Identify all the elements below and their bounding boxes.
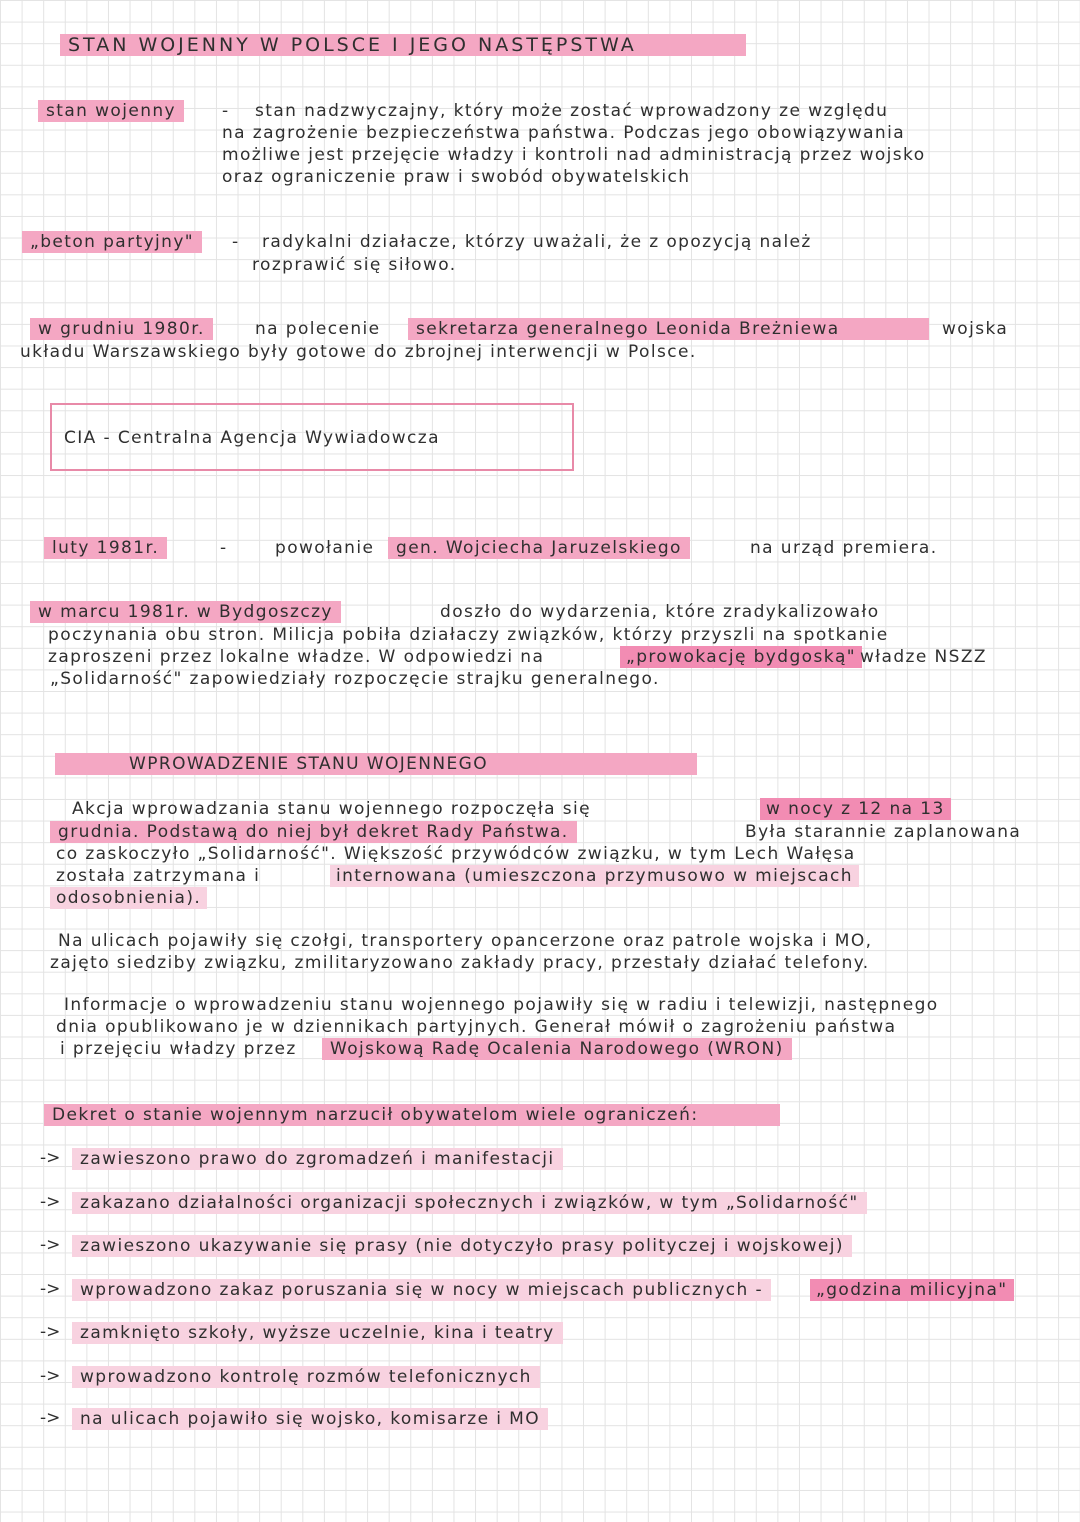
highlight-breżniew: sekretarza generalnego Leonida Breżniewa <box>408 318 929 340</box>
list-item: zawieszono prawo do zgromadzeń i manifestacji <box>72 1148 563 1170</box>
list-item: zawieszono ukazywanie się prasy (nie dotyczyło prasy polityczej i wojskowej) <box>72 1235 852 1257</box>
arrow-icon: -> <box>40 1408 61 1428</box>
text: na polecenie <box>255 319 381 339</box>
highlight-jaruzelski: gen. Wojciecha Jaruzelskiego <box>388 537 690 559</box>
highlight-internowana: internowana (umieszczona przymusowo w miejscach <box>330 865 859 887</box>
text: doszło do wydarzenia, które zradykalizowało <box>440 602 880 622</box>
highlight-bydgoszcz: w marcu 1981r. w Bydgoszczy <box>30 601 341 623</box>
text-line: „Solidarność" zapowiedziały rozpoczęcie strajku generalnego. <box>50 669 660 689</box>
arrow-icon: -> <box>40 1366 61 1386</box>
dash: - <box>222 101 230 121</box>
highlight-dekret: grudnia. Podstawą do niej był dekret Rady Państwa. <box>50 821 577 843</box>
arrow-icon: -> <box>40 1235 61 1255</box>
definition-line: oraz ograniczenie praw i swobód obywatelskich <box>222 167 691 187</box>
list-item: zakazano działalności organizacji społecznych i związków, w tym „Solidarność" <box>72 1192 867 1214</box>
text-line: co zaskoczyło „Solidarność". Większość przywódców związku, w tym Lech Wałęsa <box>56 844 856 864</box>
term-stan-wojenny: stan wojenny <box>38 100 184 122</box>
date-highlight: w grudniu 1980r. <box>30 318 213 340</box>
text: na urząd premiera. <box>750 538 938 558</box>
date-highlight: luty 1981r. <box>44 537 167 559</box>
definition-line: możliwe jest przejęcie władzy i kontroli nad administracją przez wojsko <box>222 145 926 165</box>
text: Była starannie zaplanowana <box>745 822 1022 842</box>
dash: - <box>232 232 240 252</box>
list-item: na ulicach pojawiło się wojsko, komisarze i MO <box>72 1408 548 1430</box>
term-beton-partyjny: „beton partyjny" <box>22 231 202 253</box>
cia-box <box>50 403 574 471</box>
highlight-odosobnienia: odosobnienia). <box>50 887 207 909</box>
text: Akcja wprowadzania stanu wojennego rozpoczęła się <box>72 799 591 819</box>
dash: - <box>220 538 228 558</box>
text: powołanie <box>275 538 375 558</box>
highlight-wron: Wojskową Radę Ocalenia Narodowego (WRON) <box>322 1038 792 1060</box>
section-header: WPROWADZENIE STANU WOJENNEGO <box>55 753 697 775</box>
highlight-date: w nocy z 12 na 13 <box>760 798 951 820</box>
list-item: wprowadzono zakaz poruszania się w nocy w miejscach publicznych - <box>72 1279 771 1301</box>
text-line: układu Warszawskiego były gotowe do zbrojnej interwencji w Polsce. <box>20 342 697 362</box>
highlight-prowokacja: „prowokację bydgoską" <box>620 646 862 668</box>
page-title: STAN WOJENNY W POLSCE I JEGO NASTĘPSTWA <box>60 34 746 56</box>
arrow-icon: -> <box>40 1279 61 1299</box>
arrow-icon: -> <box>40 1192 61 1212</box>
list-item: wprowadzono kontrolę rozmów telefonicznych <box>72 1366 540 1388</box>
text: została zatrzymana i <box>56 866 261 886</box>
text-line: poczynania obu stron. Milicja pobiła działaczy związków, którzy przyszli na spotkanie <box>48 625 889 645</box>
text-line: Na ulicach pojawiły się czołgi, transportery opancerzone oraz patrole wojska i MO, <box>58 931 873 951</box>
definition-line: na zagrożenie bezpieczeństwa państwa. Podczas jego obowiązywania <box>222 123 906 143</box>
highlight-godzina-milicyjna: „godzina milicyjna" <box>810 1279 1014 1301</box>
arrow-icon: -> <box>40 1148 61 1168</box>
text: zaproszeni przez lokalne władze. W odpowiedzi na <box>48 647 545 667</box>
text: wojska <box>942 319 1009 339</box>
text-line: dnia opublikowano je w dziennikach partyjnych. Generał mówił o zagrożeniu państwa <box>56 1017 897 1037</box>
definition-line: radykalni działacze, którzy uważali, że z opozycją należ <box>262 232 812 252</box>
list-item: zamknięto szkoły, wyższe uczelnie, kina i teatry <box>72 1322 563 1344</box>
definition-line: rozprawić się siłowo. <box>252 255 457 275</box>
text-line: Informacje o wprowadzeniu stanu wojennego pojawiły się w radiu i telewizji, następnego <box>64 995 939 1015</box>
arrow-icon: -> <box>40 1322 61 1342</box>
text: i przejęciu władzy przez <box>60 1039 297 1059</box>
dekret-header: Dekret o stanie wojennym narzucił obywatelom wiele ograniczeń: <box>44 1104 780 1126</box>
definition-line: stan nadzwyczajny, który może zostać wprowadzony ze względu <box>255 101 889 121</box>
text: władze NSZZ <box>860 647 987 667</box>
text-line: zajęto siedziby związku, zmilitaryzowano zakłady pracy, przestały działać telefony. <box>50 953 870 973</box>
cia-text: CIA - Centralna Agencja Wywiadowcza <box>64 428 440 448</box>
